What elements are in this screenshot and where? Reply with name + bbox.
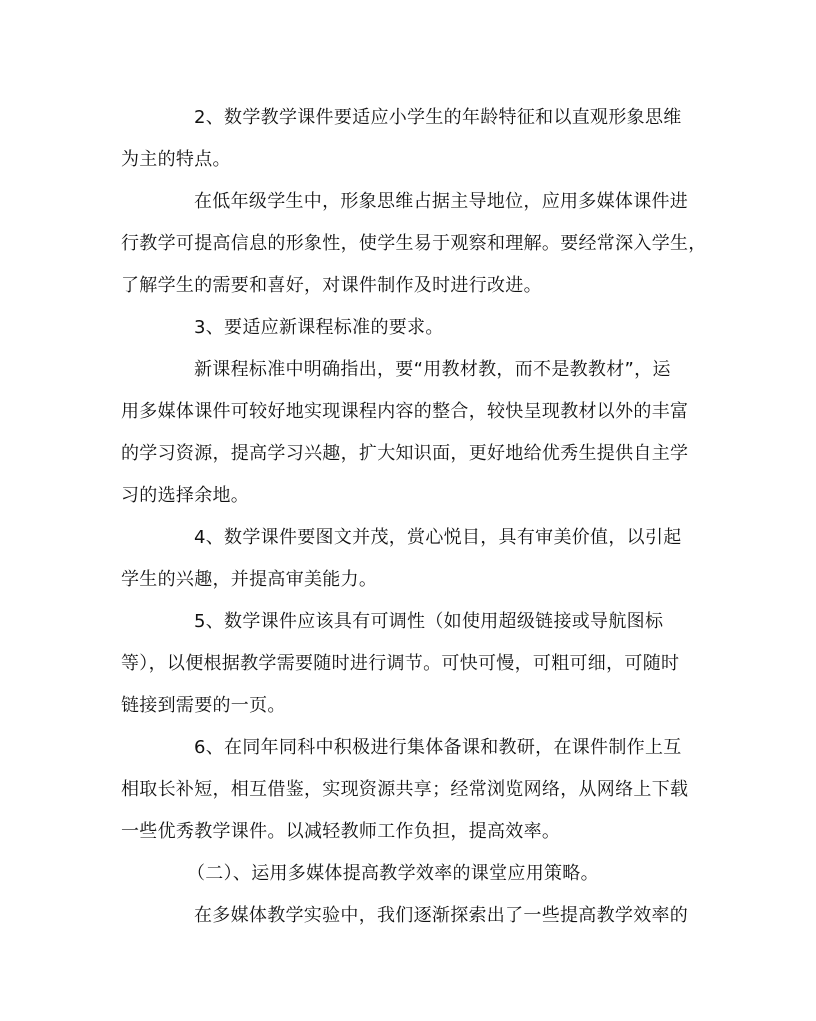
paragraph-lowgrade-line-1: 在低年级学生中，形象思维占据主导地位，应用多媒体课件进 (194, 191, 689, 212)
paragraph-6-line-1: 6、在同年同科中积极进行集体备课和教研，在课件制作上互 (194, 737, 682, 758)
paragraph-4-line-2: 学生的兴趣，并提高审美能力。 (121, 569, 378, 590)
paragraph-3-line-1: 3、要适应新课程标准的要求。 (194, 317, 444, 338)
paragraph-2-line-1: 2、数学教学课件要适应小学生的年龄特征和以直观形象思维 (194, 107, 682, 128)
paragraph-curriculum-line-3: 的学习资源，提高学习兴趣，扩大知识面，更好地给优秀生提供自主学 (121, 443, 689, 464)
paragraph-5-line-1: 5、数学课件应该具有可调性（如使用超级链接或导航图标 (194, 611, 664, 632)
paragraph-lowgrade-line-3: 了解学生的需要和喜好，对课件制作及时进行改进。 (121, 275, 542, 296)
paragraph-curriculum-line-4: 习的选择余地。 (121, 485, 250, 506)
paragraph-curriculum-line-2: 用多媒体课件可较好地实现课程内容的整合，较快呈现教材以外的丰富 (121, 401, 689, 422)
paragraph-5-line-3: 链接到需要的一页。 (121, 695, 286, 716)
paragraph-6-line-2: 相取长补短，相互借鉴，实现资源共享；经常浏览网络，从网络上下载 (121, 779, 689, 800)
section-heading-2: （二）、运用多媒体提高教学效率的课堂应用策略。 (187, 863, 599, 884)
paragraph-curriculum-line-1: 新课程标准中明确指出，要“用教材教，而不是教教材”，运 (194, 359, 671, 380)
paragraph-6-line-3: 一些优秀教学课件。以减轻教师工作负担，提高效率。 (121, 821, 561, 842)
paragraph-2-line-2: 为主的特点。 (121, 149, 231, 170)
paragraph-strategy-line-1: 在多媒体教学实验中，我们逐渐探索出了一些提高教学效率的 (194, 905, 689, 926)
paragraph-lowgrade-line-2: 行教学可提高信息的形象性，使学生易于观察和理解。要经常深入学生， (121, 233, 707, 254)
paragraph-4-line-1: 4、数学课件要图文并茂，赏心悦目，具有审美价值，以引起 (194, 527, 682, 548)
paragraph-5-line-2: 等），以便根据教学需要随时进行调节。可快可慢，可粗可细，可随时 (121, 653, 680, 674)
